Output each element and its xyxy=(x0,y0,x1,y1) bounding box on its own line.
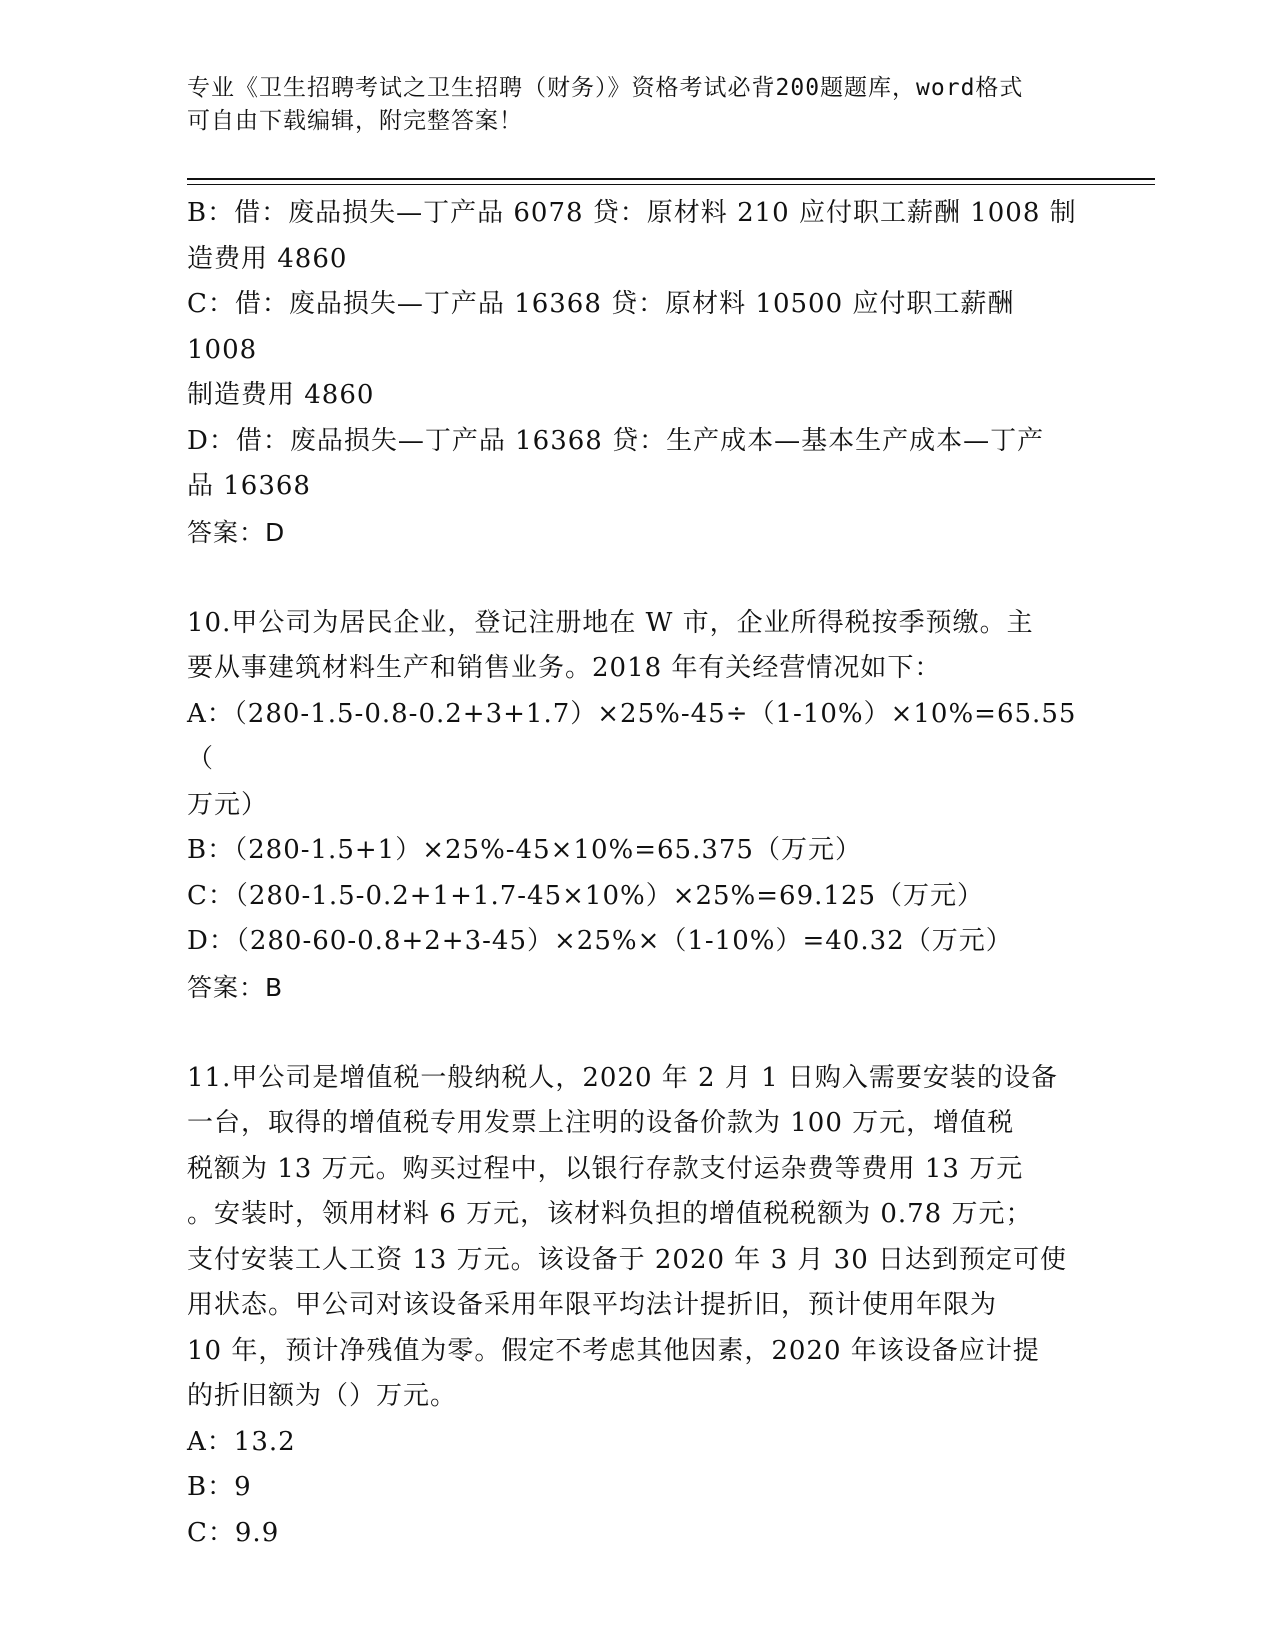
q9-option-d-line-2: 品 16368 xyxy=(187,471,311,501)
q11-stem-line-5: 支付安装工人工资 13 万元。该设备于 2020 年 3 月 30 日达到预定可使 xyxy=(187,1244,1067,1275)
q9-option-c-line-2: 制造费用 4860 xyxy=(187,380,375,410)
spacer xyxy=(187,1010,1092,1056)
header-line-1: 专业《卫生招聘考试之卫生招聘（财务）》资格考试必背200题题库，word格式 xyxy=(187,75,1024,101)
q10-answer: 答案：B xyxy=(187,972,284,1002)
q9-option-d-line-1: D：借：废品损失—丁产品 16368 贷：生产成本—基本生产成本—丁产 xyxy=(187,425,1045,456)
q11-option-b: B：9 xyxy=(187,1472,252,1502)
q9-option-b-line-1: B：借：废品损失—丁产品 6078 贷：原材料 210 应付职工薪酬 1008 制 xyxy=(187,198,1077,228)
question-11 xyxy=(187,1056,1092,1557)
q10-option-d: D：（280-60-0.8+2+3-45）×25%×（1-10%）=40.32（万元） xyxy=(187,926,1013,956)
header-line-2: 可自由下载编辑，附完整答案！ xyxy=(187,108,523,134)
q9-option-c-line-1: C：借：废品损失—丁产品 16368 贷：原材料 10500 应付职工薪酬 1008 xyxy=(187,289,1024,365)
q10-stem-line-1: 10.甲公司为居民企业，登记注册地在 W 市，企业所得税按季预缴。主 xyxy=(187,607,1034,638)
header-divider-thin xyxy=(187,184,1155,185)
q9-answer: 答案：D xyxy=(187,517,286,547)
q11-stem-line-4: 。安装时，领用材料 6 万元，该材料负担的增值税税额为 0.78 万元； xyxy=(187,1199,1033,1229)
question-9-options xyxy=(187,191,1092,555)
q11-stem-line-7: 10 年，预计净残值为零。假定不考虑其他因素，2020 年该设备应计提 xyxy=(187,1335,1040,1366)
q11-stem-line-8: 的折旧额为（）万元。 xyxy=(187,1381,458,1411)
q11-stem-line-3: 税额为 13 万元。购买过程中，以银行存款支付运杂费等费用 13 万元 xyxy=(187,1153,1024,1184)
document-header xyxy=(187,72,1087,138)
q10-option-b: B：（280-1.5+1）×25%-45×10%=65.375（万元） xyxy=(187,835,862,865)
q10-option-a-line-2: 万元） xyxy=(187,789,269,820)
spacer xyxy=(187,555,1092,601)
q10-option-c: C：（280-1.5-0.2+1+1.7-45×10%）×25%=69.125（万元） xyxy=(187,880,985,911)
q9-option-b-line-2: 造费用 4860 xyxy=(187,243,348,274)
header-divider-thick xyxy=(187,178,1155,180)
q11-stem-line-2: 一台，取得的增值税专用发票上注明的设备价款为 100 万元，增值税 xyxy=(187,1108,1015,1138)
question-10 xyxy=(187,601,1092,1011)
q11-stem-line-1: 11.甲公司是增值税一般纳税人，2020 年 2 月 1 日购入需要安装的设备 xyxy=(187,1062,1058,1093)
document-body xyxy=(187,191,1092,1556)
q10-option-a-line-1: A：（280-1.5-0.8-0.2+3+1.7）×25%-45÷（1-10%）×10%=65.55（ xyxy=(187,698,1077,774)
q11-option-a: A：13.2 xyxy=(187,1426,296,1457)
q11-option-c: C：9.9 xyxy=(187,1517,280,1548)
q11-stem-line-6: 用状态。甲公司对该设备采用年限平均法计提折旧，预计使用年限为 xyxy=(187,1290,998,1320)
q10-stem-line-2: 要从事建筑材料生产和销售业务。2018 年有关经营情况如下： xyxy=(187,653,942,683)
